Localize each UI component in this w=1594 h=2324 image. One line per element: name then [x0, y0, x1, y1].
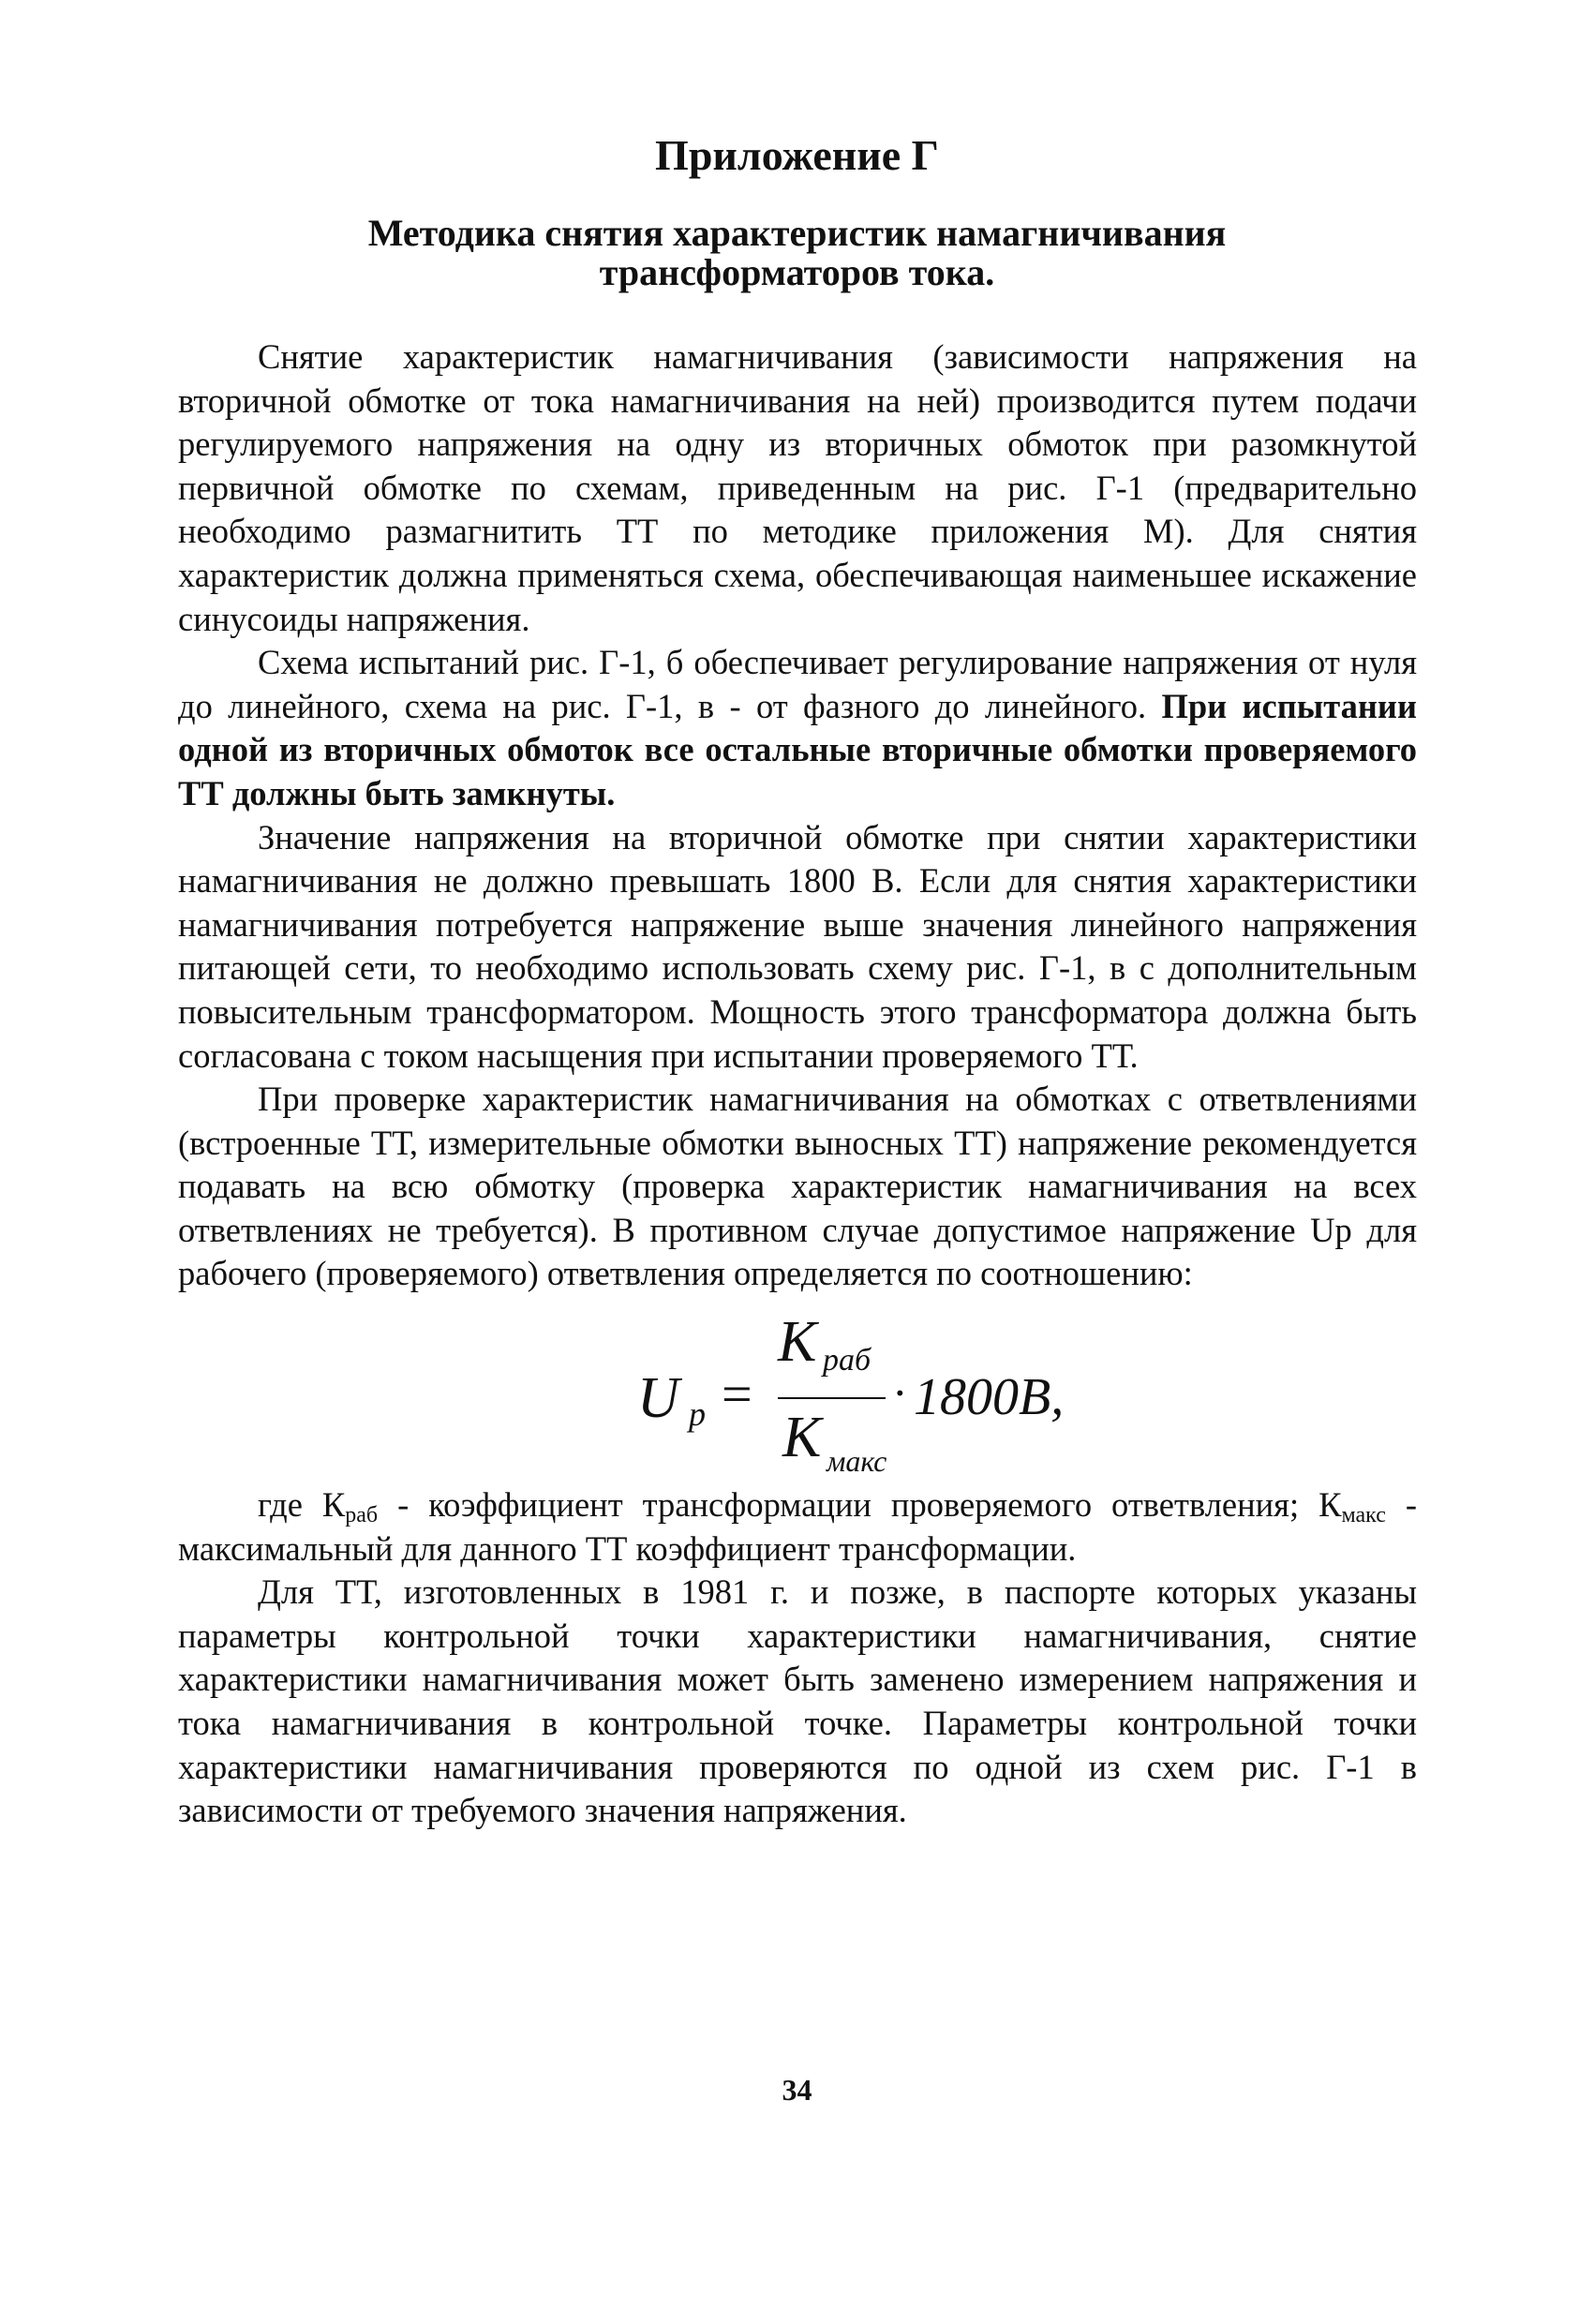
paragraph-2-bold-warning: При испытании одной из вторичных обмоток все остальные вторичные обмотки проверяемого ТТ должны быть замкнуты. [178, 686, 1417, 812]
definition-k-rab-text: - коэффициент трансформации проверяемого ответвления; К [378, 1485, 1342, 1525]
definition-k-rab: где К [258, 1485, 346, 1525]
formula-numerator-subscript: раб [823, 1343, 871, 1378]
paragraph-3: Значение напряжения на вторичной обмотке при снятии характеристики намагничивания не должно превышать 1800 В. Если для снятия характеристики намагничивания потребуется напряжение выше значения линейного напряжения питающей сети, то необходимо использовать схему рис. Г-1, в с дополнительным повысительным трансформатором. Мощность этого трансформатора должна быть согласована с током насыщения при испытании проверяемого ТТ. [178, 817, 1417, 1075]
formula-equals: = [722, 1363, 752, 1425]
paragraph-1: Снятие характеристик намагничивания (зависимости напряжения на вторичной обмотке от тока намагничивания на ней) производится путем подачи регулируемого напряжения на одну из вторичных обмоток при разомкнутой первичной обмотке по схемам, приведенным на рис. Г-1 (предварительно необходимо размагнитить ТТ по методике приложения М). Для снятия характеристик должна применяться схема, обеспечивающая наименьшее искажение синусоиды напряжения. [178, 337, 1417, 638]
paragraph-2 [178, 641, 1417, 815]
definition-k-maks-subscript: макс [1341, 1503, 1386, 1528]
body-text [178, 335, 1417, 1833]
formula-lhs: U [637, 1366, 679, 1431]
formula [178, 1296, 1417, 1483]
formula-denominator: K [782, 1406, 822, 1470]
definition-k-maks-text: - максимальный для данного ТТ коэффициент трансформации. [178, 1485, 1417, 1568]
formula-numerator: K [778, 1310, 817, 1375]
formula-fraction-bar [778, 1397, 886, 1399]
paragraph-6: Для ТТ, изготовленных в 1981 г. и позже, в паспорте которых указаны параметры контрольной точки характеристики намагничивания, снятие характеристики намагничивания может быть заменено измерением напряжения и тока намагничивания в контрольной точке. Параметры контрольной точки характеристики намагничивания проверяются по одной из схем рис. Г-1 в зависимости от требуемого значения напряжения. [178, 1572, 1417, 1830]
section-title: Методика снятия характеристик намагничивания трансформаторов тока. [367, 212, 1227, 293]
paragraph-2-text: Схема испытаний рис. Г-1, б обеспечивает регулирование напряжения от нуля до линейного, схема на рис. Г-1, в - от фазного до линейного. [178, 643, 1417, 725]
paragraph-4: При проверке характеристик намагничивания на обмотках с ответвлениями (встроенные ТТ, измерительные обмотки выносных ТТ) напряжение рекомендуется подавать на всю обмотку (проверка характеристик намагничивания на всех ответвлениях не требуется). В противном случае допустимое напряжение Up для рабочего (проверяемого) ответвления определяется по соотношению: [178, 1080, 1417, 1293]
formula-multiply-dot: · [892, 1366, 908, 1420]
formula-value: 1800B, [914, 1368, 1065, 1427]
paragraph-5-definitions [178, 1483, 1417, 1571]
appendix-title: Приложение Г [655, 131, 939, 179]
page-number: 34 [782, 2073, 812, 2107]
formula-lhs-subscript: p [689, 1395, 706, 1434]
formula-denominator-subscript: макс [827, 1444, 887, 1479]
definition-k-rab-subscript: раб [345, 1503, 379, 1528]
